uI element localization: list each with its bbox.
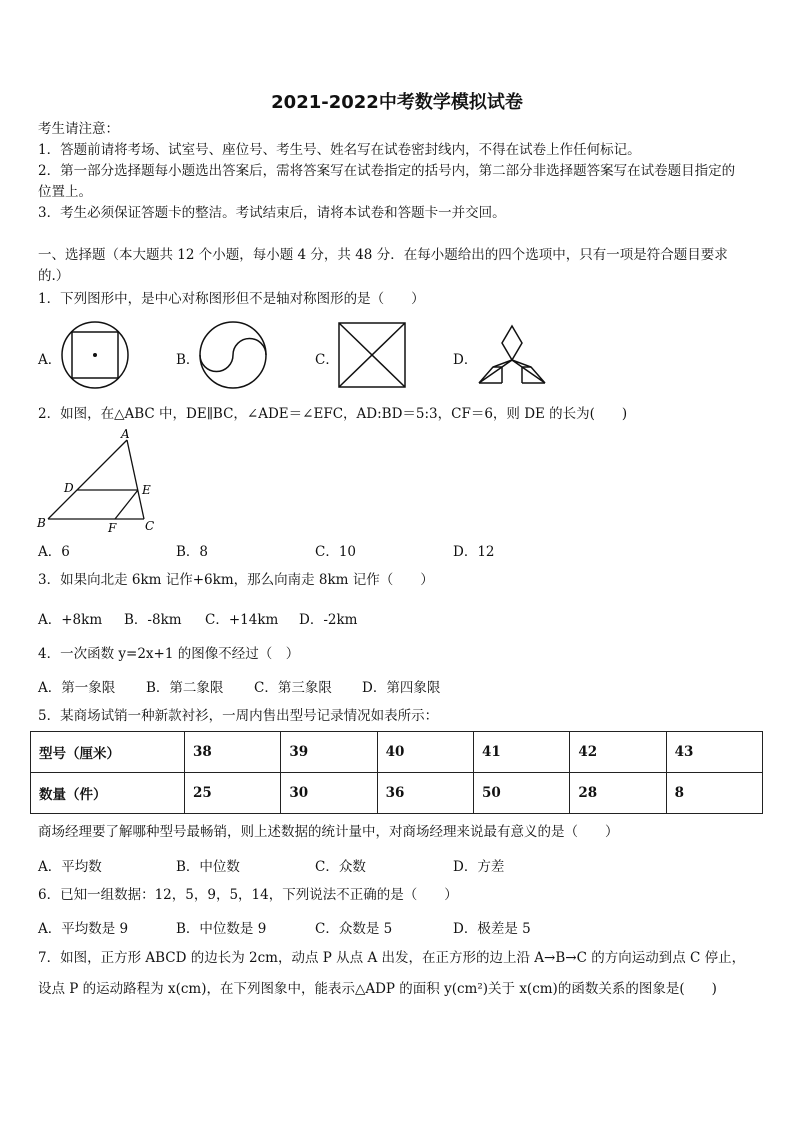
q1-label-c: C． [315,352,339,368]
label-a: A [121,427,130,441]
label-d: D [64,481,74,495]
q5-option-a: A．平均数 [38,859,102,875]
label-b: B [37,516,46,530]
q5-option-d: D．方差 [453,859,505,875]
q5-stem: 5．某商场试销一种新款衬衫，一周内售出型号记录情况如表所示： [38,708,439,724]
q1-label-d: D． [453,352,478,368]
notice-item-2-cont: 位置上。 [38,184,92,200]
notice-heading: 考生请注意： [38,121,119,137]
q6-stem: 6．已知一组数据：12，5，9，5，14，下列说法不正确的是（ ） [38,887,458,903]
q3-option-a: A．+8km [38,612,103,628]
q1-label-b: B． [176,352,200,368]
table-cell: 30 [281,773,377,814]
q3-option-d: D．-2km [299,612,358,628]
q1-figure-d [476,324,548,386]
table-cell: 25 [185,773,281,814]
table-cell: 28 [570,773,666,814]
table-row [31,732,763,773]
q1-figure-c [337,321,407,389]
q2-triangle-figure [34,424,164,534]
table-cell: 50 [473,773,569,814]
table-row [31,773,763,814]
label-e: E [142,483,151,497]
q4-stem: 4．一次函数 y=2x+1 的图像不经过（ ） [38,646,300,662]
q6-option-b: B．中位数是 9 [176,921,267,937]
q1-stem: 1．下列图形中，是中心对称图形但不是轴对称图形的是（ ） [38,291,425,307]
q7-stem: 7．如图，正方形 ABCD 的边长为 2cm，动点 P 从点 A 出发，在正方形的边上沿 A→B→C 的方向运动到点 C 停止， [38,950,746,966]
q1-figure-a [60,320,130,390]
q6-option-d: D．极差是 5 [453,921,531,937]
q4-option-b: B．第二象限 [146,680,224,696]
q4-option-d: D．第四象限 [362,680,441,696]
q5-option-c: C．众数 [315,859,366,875]
q5-table [30,731,763,814]
table-cell: 8 [666,773,762,814]
q5-question: 商场经理要了解哪种型号最畅销，则上述数据的统计量中，对商场经理来说最有意义的是（ ） [38,824,619,840]
q1-label-a: A． [38,352,62,368]
q2-option-c: C．10 [315,544,357,560]
notice-item-3: 3．考生必须保证答题卡的整洁。考试结束后，请将本试卷和答题卡一并交回。 [38,205,506,221]
label-c: C [145,519,155,533]
table-cell: 41 [473,732,569,773]
q5-option-b: B．中位数 [176,859,240,875]
q1-figure-b [198,320,268,390]
table-cell: 40 [377,732,473,773]
table-cell: 38 [185,732,281,773]
q7-stem-cont: 设点 P 的运动路程为 x(cm)，在下列图象中，能表示△ADP 的面积 y(cm²)关于 x(cm)的函数关系的图象是( ) [38,981,717,997]
q3-stem: 3．如果向北走 6km 记作+6km，那么向南走 8km 记作（ ） [38,572,434,588]
section-heading-cont: 的.） [38,268,70,284]
q4-option-c: C．第三象限 [254,680,332,696]
q6-option-c: C．众数是 5 [315,921,393,937]
table-cell: 42 [570,732,666,773]
table-cell: 39 [281,732,377,773]
q4-option-a: A．第一象限 [38,680,116,696]
q6-option-a: A．平均数是 9 [38,921,129,937]
table-cell: 43 [666,732,762,773]
q2-option-d: D．12 [453,544,495,560]
notice-item-2: 2．第一部分选择题每小题选出答案后，需将答案写在试卷指定的括号内，第二部分非选择题答案写在试卷题目指定的 [38,163,736,179]
label-f: F [108,521,117,534]
notice-item-1: 1．答题前请将考场、试室号、座位号、考生号、姓名写在试卷密封线内，不得在试卷上作任何标记。 [38,142,641,158]
q3-option-c: C．+14km [205,612,279,628]
q2-stem: 2．如图，在△ABC 中，DE∥BC，∠ADE＝∠EFC，AD:BD＝5:3，CF＝6，则 DE 的长为( ) [38,406,628,422]
table-cell: 型号（厘米） [31,732,185,773]
q2-option-b: B．8 [176,544,209,560]
q3-option-b: B．-8km [124,612,182,628]
page-title: 2021-2022中考数学模拟试卷 [271,92,523,113]
table-cell: 数量（件） [31,773,185,814]
section-heading: 一、选择题（本大题共 12 个小题，每小题 4 分，共 48 分．在每小题给出的四个选项中，只有一项是符合题目要求 [38,247,728,263]
table-cell: 36 [377,773,473,814]
q2-option-a: A．6 [38,544,70,560]
